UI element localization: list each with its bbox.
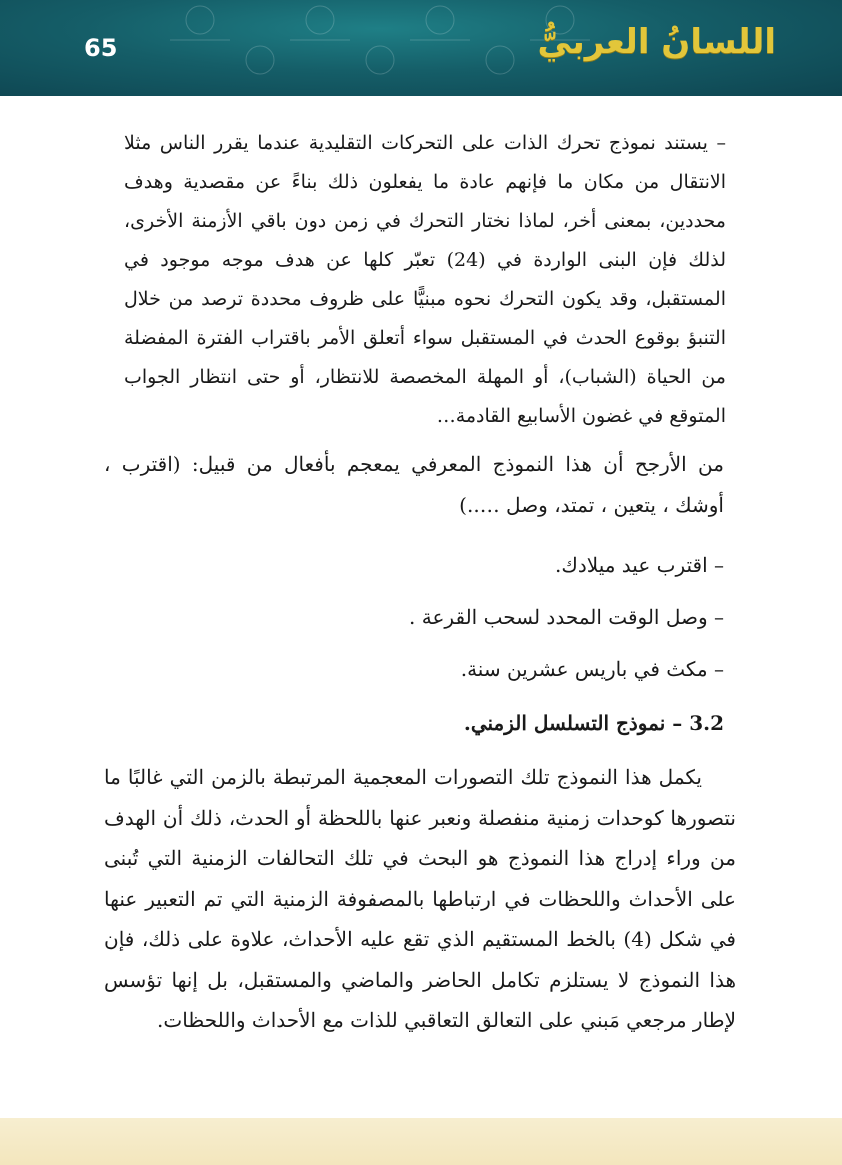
page-footer: [0, 1118, 842, 1165]
section-heading: 3.2 – نموذج التسلسل الزمني.: [463, 711, 724, 735]
quote-paragraph: – يستند نموذج تحرك الذات على التحركات التقليدية عندما يقرر الناس مثلا الانتقال من مكان ما فإنهم عادة ما يفعلون ذلك بناءً عن مقصدية وهدف محددين، بمعنى أخر، لماذا نختار التحرك في زمن دون باقي الأزمنة الأخرى، لذلك فإن البنى الواردة في (24) تعبّر كلها عن هدف موجه موجود في المستقبل، وقد يكون التحرك نحوه مبنيًّا على ظروف محددة ترصد من خلال التنبؤ بوقوع الحدث في المستقبل سواء أتعلق الأمر باقتراب الفترة المفضلة من الحياة (الشباب)، أو المهلة المخصصة للانتظار، أو حتى انتظار الجواب المتوقع في غضون الأسابيع القادمة…: [124, 132, 726, 427]
page-number: 65: [84, 34, 118, 62]
example-list: [104, 539, 736, 695]
lexicon-paragraph: من الأرجح أن هذا النموذج المعرفي يمعجم بأفعال من قبيل: (اقترب ، أوشك ، يتعين ، تمتد، وصل …..): [104, 452, 724, 517]
section-paragraph: يكمل هذا النموذج تلك التصورات المعجمية المرتبطة بالزمن التي غالبًا ما نتصورها كوحدات زمنية منفصلة ونعبر عنها باللحظة أو الحدث، ذلك أن الهدف من وراء إدراج هذا النموذج هو البحث في تلك التحالفات الزمنية التي تُبنى على الأحداث واللحظات في ارتباطها بالمصفوفة الزمنية التي تم التعبير عنها في شكل (4) بالخط المستقيم الذي تقع عليه الأحداث، علاوة على ذلك، فإن هذا النموذج لا يستلزم تكامل الحاضر والماضي والمستقبل، بل إنها تؤسس لإطار مرجعي مَبني على التعالق التعاقبي للذات مع الأحداث واللحظات.: [104, 765, 736, 1032]
example-item: – وصل الوقت المحدد لسحب القرعة .: [409, 605, 724, 629]
example-item: – مكث في باريس عشرين سنة.: [460, 657, 724, 681]
article-body: [104, 124, 736, 1041]
journal-logo: اللسانُ العربيُّ: [537, 22, 776, 62]
page-header: [0, 0, 842, 96]
example-item: – اقترب عيد ميلادك.: [555, 553, 724, 577]
